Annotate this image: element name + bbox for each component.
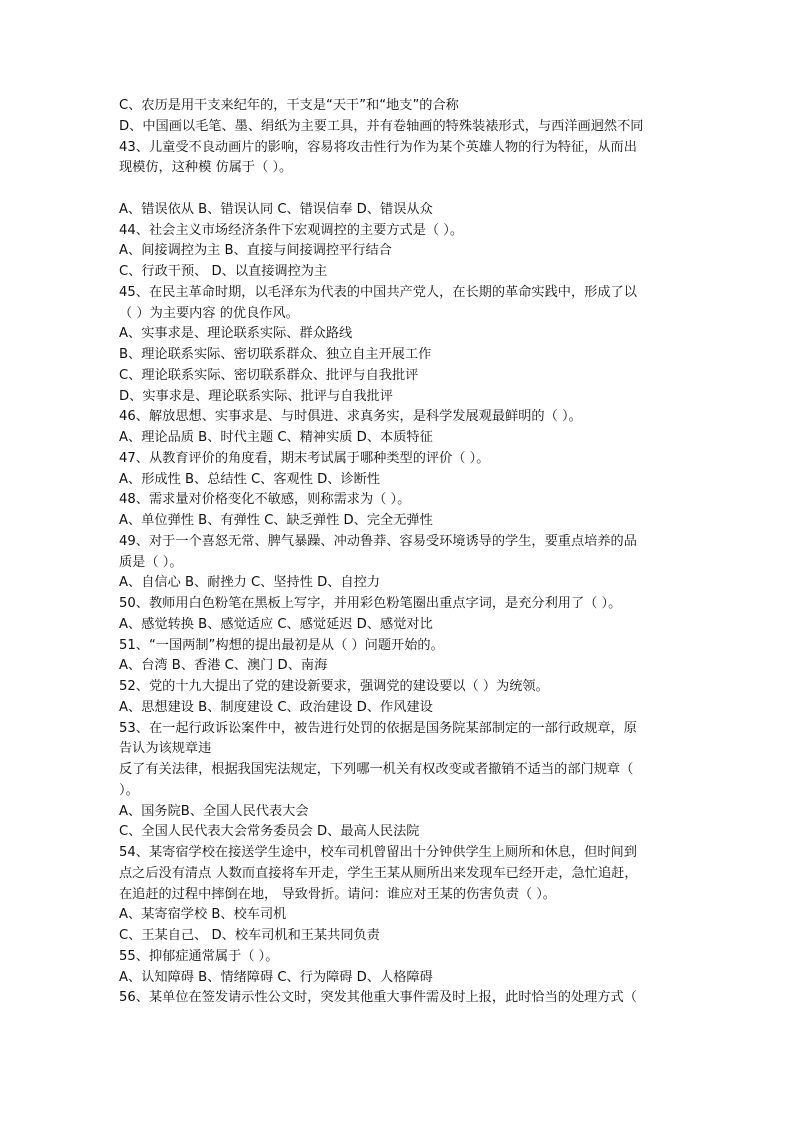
document-body (119, 96, 679, 1009)
options-line: A、感觉转换 B、感觉适应 C、感觉延迟 D、感觉对比 (119, 616, 433, 632)
options-line: C、行政干预、 D、以直接调控为主 (119, 264, 328, 279)
text-line: C、农历是用干支来纪年的，干支是“天干”和“地支”的合称 (119, 98, 459, 113)
text-line: D、中国画以毛笔、墨、绢纸为主要工具，并有卷轴画的特殊装裱形式，与西洋画迥然不同 (119, 118, 644, 134)
options-line: A、实事求是、理论联系实际、群众路线 (119, 326, 353, 342)
options-line: A、自信心 B、耐挫力 C、坚持性 D、自控力 (119, 575, 381, 591)
options-line: C、王某自己、 D、校车司机和王某共同负责 (119, 928, 380, 943)
question-53-line: 53、在一起行政诉讼案件中，被告进行处罚的依据是国务院某部制定的一部行政规章，原 (119, 720, 637, 736)
options-line: A、理论品质 B、时代主题 C、精神实质 D、本质特征 (119, 430, 433, 445)
text-line: 告认为该规章违 (119, 741, 212, 757)
question-44-line: 44、社会主义市场经济条件下宏观调控的主要方式是（ ）。 (119, 222, 464, 238)
question-55-line: 55、抑郁症通常属于（ ）。 (119, 948, 279, 964)
text-line: （ ）为主要内容 的优良作风。 (119, 305, 299, 321)
question-56-line: 56、某单位在签发请示性公文时，突发其他重大事件需及时上报，此时恰当的处理方式（ (119, 990, 637, 1006)
question-47-line: 47、从教育评价的角度看，期末考试属于哪种类型的评价（ ）。 (119, 450, 490, 466)
options-line: C、全国人民代表大会常务委员会 D、最高人民法院 (119, 824, 420, 840)
options-line: A、形成性 B、总结性 C、客观性 D、诊断性 (119, 471, 381, 487)
options-line: A、思想建设 B、制度建设 C、政治建设 D、作风建设 (119, 699, 433, 715)
options-line: D、实事求是、理论联系实际、批评与自我批评 (119, 388, 393, 404)
options-line: C、理论联系实际、密切联系群众、批评与自我批评 (119, 367, 419, 383)
text-line: 点之后没有清点 人数而直接将车开走，学生王某从厕所出来发现车已经开走，急忙追赶， (119, 865, 638, 881)
options-line: A、国务院B、全国人民代表大会 (119, 803, 309, 819)
options-line: A、错误依从 B、错误认同 C、错误信奉 D、错误从众 (119, 201, 433, 217)
text-line: ）。 (119, 782, 139, 798)
options-line: A、单位弹性 B、有弹性 C、缺乏弹性 D、完全无弹性 (119, 513, 433, 528)
question-46-line: 46、解放思想、实事求是、与时俱进、求真务实，是科学发展观最鲜明的（ ）。 (119, 409, 582, 425)
question-54-line: 54、某寄宿学校在接送学生途中，校车司机曾留出十分钟供学生上厕所和休息，但时间到 (119, 845, 637, 860)
question-43-line: 43、儿童受不良动画片的影响，容易将攻击性行为作为某个英雄人物的行为特征，从而出 (119, 139, 637, 155)
question-51-line: 51、“一国两制”构想的提出最初是从（ ）问题开始的。 (119, 637, 444, 653)
text-line: 在追赶的过程中摔倒在地， 导致骨折。请问：谁应对王某的伤害负责（ ）。 (119, 886, 556, 902)
options-line: A、台湾 B、香港 C、澳门 D、南海 (119, 658, 328, 674)
question-50-line: 50、教师用白色粉笔在黑板上写字，并用彩色粉笔圈出重点字词，是充分利用了（ ）。 (119, 596, 622, 611)
question-45-line: 45、在民主革命时期，以毛泽东为代表的中国共产党人，在长期的革命实践中，形成了以 (119, 284, 637, 300)
question-52-line: 52、党的十九大提出了党的建设新要求，强调党的建设要以（ ）为统领。 (119, 679, 549, 694)
question-49-line: 49、对于一个喜怒无常、脾气暴躁、冲动鲁莽、容易受环境诱导的学生，要重点培养的品 (119, 533, 637, 549)
text-line: 现模仿，这种模 仿属于（ ）。 (119, 160, 293, 176)
options-line: A、某寄宿学校 B、校车司机 (119, 907, 287, 923)
text-line: 质是（ ）。 (119, 554, 183, 570)
options-line: A、间接调控为主 B、直接与间接调控平行结合 (119, 243, 392, 259)
blank-line (119, 179, 679, 200)
text-line: 反了有关法律，根据我国宪法规定，下列哪一机关有权改变或者撤销不适当的部门规章（ (119, 762, 634, 777)
options-line: A、认知障碍 B、情绪障碍 C、行为障碍 D、人格障碍 (119, 969, 433, 985)
options-line: B、理论联系实际、密切联系群众、独立自主开展工作 (119, 347, 432, 362)
question-48-line: 48、需求量对价格变化不敏感，则称需求为（ ）。 (119, 492, 411, 508)
